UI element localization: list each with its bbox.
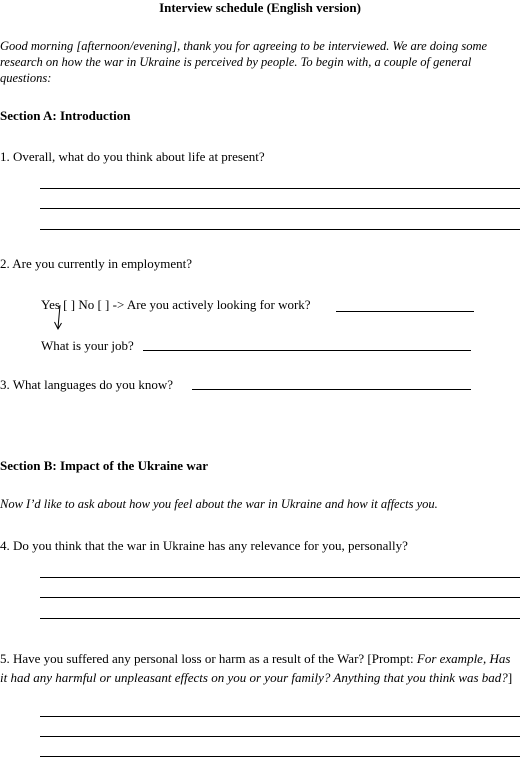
answer-line[interactable] bbox=[40, 229, 520, 230]
question-1: 1. Overall, what do you think about life at present? bbox=[0, 149, 265, 164]
question-5-prompt: For example, Has it had any harmful or unpleasant effects on you or your family? Anything that you think was bad? bbox=[0, 651, 511, 685]
question-3: 3. What languages do you know? bbox=[0, 377, 174, 392]
employment-options: Yes [ ] No [ ] -> Are you actively looking for work? bbox=[41, 297, 311, 312]
question-5-text: 5. Have you suffered any personal loss or harm as a result of the War? [Prompt: bbox=[0, 651, 417, 666]
answer-line[interactable] bbox=[40, 716, 520, 717]
question-2: 2. Are you currently in employment? bbox=[0, 256, 193, 271]
section-a-heading: Section A: Introduction bbox=[0, 108, 131, 123]
answer-line[interactable] bbox=[40, 208, 520, 209]
question-4: 4. Do you think that the war in Ukraine has any relevance for you, personally? bbox=[0, 538, 408, 553]
document-title: Interview schedule (English version) bbox=[159, 0, 361, 15]
job-search-answer-line[interactable] bbox=[336, 311, 474, 312]
answer-line[interactable] bbox=[40, 577, 520, 578]
answer-line[interactable] bbox=[40, 188, 520, 189]
question-5-close: ] bbox=[507, 670, 513, 685]
arrow-down-icon bbox=[52, 304, 66, 332]
languages-answer-line[interactable] bbox=[192, 389, 471, 390]
question-5 bbox=[0, 649, 515, 687]
job-question: What is your job? bbox=[41, 338, 134, 353]
answer-line[interactable] bbox=[40, 618, 520, 619]
intro-paragraph: Good morning [afternoon/evening], thank you for agreeing to be interviewed. We are doing some research on how the war in Ukraine is perceived by people. To begin with, a couple of general questions: bbox=[0, 39, 488, 85]
answer-line[interactable] bbox=[40, 597, 520, 598]
answer-line[interactable] bbox=[40, 736, 520, 737]
answer-line[interactable] bbox=[40, 756, 520, 757]
section-b-intro: Now I’d like to ask about how you feel about the war in Ukraine and how it affects you. bbox=[0, 497, 438, 511]
section-b-heading: Section B: Impact of the Ukraine war bbox=[0, 458, 208, 473]
job-answer-line[interactable] bbox=[143, 350, 471, 351]
